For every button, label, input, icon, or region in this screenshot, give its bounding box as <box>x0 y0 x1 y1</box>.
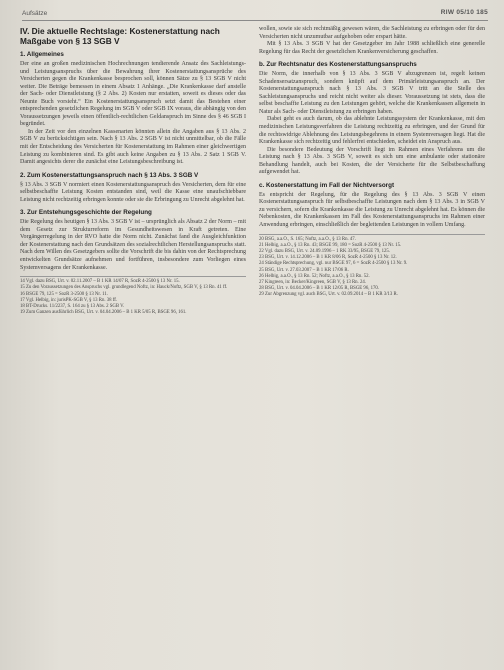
header-rule <box>22 20 488 21</box>
header-section-label: Aufsätze <box>22 10 48 17</box>
subsection-heading: c. Kostenerstattung im Fall der Nichtversorgt <box>259 181 395 189</box>
footnote: 15 Zu den Voraussetzungen des Anspruchs vgl. grundlegend Noftz, in: Hauck/Noftz, SGB V, § 13 Rn. 41 ff. <box>20 285 228 291</box>
footnote: 23 BSG, Urt. v. 14.12.2006 – B 1 KR 8/06 R, SozR 4-2500 § 13 Nr. 12. <box>259 255 397 261</box>
footnote: 20 BSG, a.a.O., S. 165; Noftz, a.a.O., § 13 Rn. 47. <box>259 236 356 242</box>
subsection-heading: 3. Zur Entstehungsgeschichte der Regelung <box>20 209 152 217</box>
footnote: 22 Vgl. dazu BSG, Urt. v. 24.09.1996 – 1 RK 33/95, BSGE 79, 125. <box>259 248 390 254</box>
body-paragraph: Die Norm, die innerhalb von § 13 Abs. 3 SGB V abzugrenzen ist, regelt keinen Schadensersatzanspruch, sondern knüpft auf dem Primärleistungsanspruch an. Der Kostenerstattungsanspruch nach § 13 Abs. 3 SGB V tritt an die Stelle des Sachleistungsanspruchs und reicht nicht weiter als dieser. Voraussetzung ist stets, dass die selbst beschaffte Leistung zu den Leistungen gehört, welche die Krankenkassen allgemein in Natur als Sach- oder Dienstleistung zu erbringen haben. <box>259 71 485 115</box>
left-column <box>20 26 246 316</box>
running-header <box>22 8 488 20</box>
footnote: 21 Helbig, a.a.O., § 13 Rn. 43; BSGE 99, 180 = SozR 4-2500 § 13 Nr. 15. <box>259 242 402 248</box>
body-paragraph: Die besondere Bedeutung der Vorschrift liegt im Rahmen eines Verfahrens um die Leistung nach § 13 Abs. 3 SGB V, soweit es sich um eine ambulante oder stationäre Behandlung handelt, auch bei Kosten, die der Versicherte für die Selbstbeschaffung aufgewendet hat. <box>259 146 485 176</box>
subsection-heading: b. Zur Rechtsnatur des Kostenerstattungsanspruchs <box>259 61 417 69</box>
footnotes-right <box>259 234 485 299</box>
body-paragraph: Der eine an großen medizinischen Hochrechnungen tendierende Ansatz des Sachleistungs- und Leistungsanspruchs über die Bewahrung ihrer Kostenerstattungsansprüche des Versicherten gegen die Krankenkasse besprochen soll, können Sätze zu § 13 SGB V nicht weiter. Die Beträge bemessen in einem Absatz 1 Anhänge. „Die Krankenkasse darf anstelle der Sach- oder Dienstleistung (§ 2 Abs. 2) Kosten nur erstatten, soweit es dieses oder das Neunte Buch vorsieht.“ Ein Kostenerstattungsanspruch setzt damit das Bestehen einer entsprechenden gesetzlichen Regelung im SGB V oder SGB IX voraus, die abhängig von den Voraussetzungen jeweils einen öffentlich-rechtlichen Geldanspruch im Sinne des § 46 SGB I begründet. <box>20 61 246 128</box>
body-paragraph: wollen, sowie sie sich rechtmäßig gewesen wären, die Sachleistung zu erbringen oder für den Versicherten nicht unzumutbar aufgehoben oder erspart hätte. <box>259 26 485 40</box>
body-paragraph: Mit § 13 Abs. 3 SGB V hat der Gesetzgeber im Jahr 1988 schließlich eine generelle Regelung für das Recht der gesetzlichen Krankenversicherung geschaffen. <box>259 41 485 55</box>
footnote: 28 BSG, Urt. v. 04.04.2006 – B 1 KR 12/05 R, BSGE 96, 170. <box>259 286 380 292</box>
footnote: 17 Vgl. Helbig, in: jurisPK-SGB V, § 13 Rn. 38 ff. <box>20 297 118 303</box>
footnote: 18 BT-Drucks. 11/2237, S. 164 zu § 13 Abs. 2 SGB V. <box>20 303 125 309</box>
footnote: 19 Zum Ganzen ausführlich BSG, Urt. v. 04.04.2006 – B 1 KR 5/05 R, BSGE 96, 161. <box>20 310 187 316</box>
body-paragraph: Es entspricht der Regelung, für die Regelung des § 13 Abs. 3 SGB V einen Kostenerstattungsanspruch für selbstbeschaffte Leistungen nach dem § 13 Abs. 3 in SGB V zu versichern, sofern die Krankenkasse die Leistung zu Unrecht abgelehnt hat. Es können die Nebenkosten, die Krankenkassen im Fall des Kostenerstattungsanspruchs im Rahmen einer Anwendung erbringen, einschließlich der begleitenden Leistungen in vollem Umfang. <box>259 191 485 229</box>
subsection-heading: 2. Zum Kostenerstattungsanspruch nach § 13 Abs. 3 SGB V <box>20 171 199 179</box>
body-paragraph: Die Regelung des heutigen § 13 Abs. 3 SGB V ist – ursprünglich als Absatz 2 der Norm – mit dem Gesetz zur Strukturreform im Gesundheitswesen in Kraft getreten. Eine Vorgängerregelung in der RVO hatte die Norm nicht. Zunächst fand die Ausgleichfunktion der Kostenerstattung nach den Grundsätzen des sozialrechtlichen Herstellungsanspruchs statt. Nach dem Willen des Gesetzgebers sollte die Vorschrift die bis dahin von der Rechtsprechung entwickelten Grundsätze aufnehmen und fortführen, insbesondere zum Vorliegen eines Systemversagens der Krankenkasse. <box>20 219 246 271</box>
body-paragraph: § 13 Abs. 3 SGB V normiert einen Kostenerstattungsanspruch des Versicherten, dem für eine selbstbeschaffte Leistung Kosten entstanden sind, weil die Kasse eine unaufschiebbare Leistung nicht rechtzeitig erbringen konnte oder sie die Erbringung zu Unrecht abgelehnt hat. <box>20 181 246 203</box>
body-paragraph: In der Zeit vor den einzelnen Kassenarten könnten allein die Angaben aus § 13 Abs. 2 SGB V zu berücksichtigen sein. Nach § 13 Abs. 2 SGB V ist nicht unmittelbar, ob die Fälle mit der Entscheidung des Versicherten für Kostenerstattung im Rahmen einer gleichwertigen Leistung zu kombinieren sind. Es gibt auch keine Angaben zu § 13 Abs. 2 Satz 1 SGB V. Damit angesichts derer die zunächst eine Leistungsbeschreibung ist. <box>20 128 246 166</box>
footnote: 25 BSG, Urt. v. 27.03.2007 – B 1 KR 17/06 R. <box>259 267 349 273</box>
footnote: 24 Ständige Rechtsprechung, vgl. nur BSGE 97, 6 = SozR 4-2500 § 13 Nr. 9. <box>259 261 408 267</box>
subsection-heading: 1. Allgemeines <box>20 51 64 58</box>
body-paragraph: Dabei geht es auch darum, ob das ablehnte Leistungssystem der Krankenkasse, mit den medizinischen Leistungsverfahren die Leistung rechtzeitig zu erbringen, und der Grund für die rechtswidrige Ablehnung des Leistungsbegehrens in einem Systemversagen liegt. Hat die Krankenkasse sich rechtzeitig und fehlerfrei entschieden, scheidet ein Anspruch aus. <box>259 116 485 146</box>
header-journal-page: RIW 05/10 185 <box>440 9 488 16</box>
right-column <box>259 26 485 299</box>
footnote: 14 Vgl. dazu BSG, Urt. v. 02.11.2007 – B 1 KR 14/07 R, SozR 4-2500 § 13 Nr. 15. <box>20 279 180 285</box>
section-title: IV. Die aktuelle Rechtslage: Kostenerstattung nach Maßgabe von § 13 SGB V <box>20 26 220 46</box>
footnote: 26 Helbig, a.a.O., § 13 Rn. 52; Noftz, a.a.O., § 13 Rn. 52. <box>259 273 370 279</box>
footnote: 29 Zur Abgrenzung vgl. auch BSG, Urt. v. 02.09.2014 – B 1 KR 3/13 R. <box>259 292 398 298</box>
footnote: 27 Kingreen, in: Becker/Kingreen, SGB V, § 13 Rn. 24. <box>259 280 366 285</box>
footnotes-left <box>20 276 246 316</box>
footnote: 16 BSGE 79, 125 = SozR 3-2500 § 13 Nr. 11. <box>20 291 108 297</box>
